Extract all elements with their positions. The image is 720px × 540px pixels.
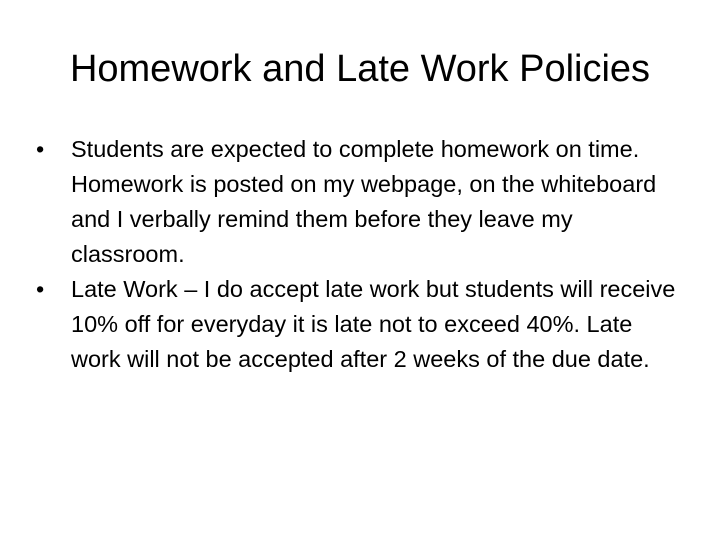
bullet-item-homework — [36, 132, 682, 272]
bullet-text: Students are expected to complete homework on time. Homework is posted on my webpage, on the whiteboard and I verbally remind them before they leave my classroom. — [71, 136, 657, 267]
bullet-icon: • — [36, 136, 45, 162]
bullet-list — [36, 132, 682, 377]
bullet-item-late-work — [36, 272, 682, 377]
bullet-text: Late Work – I do accept late work but students will receive 10% off for everyday it is late not to exceed 40%. Late work will not be accepted after 2 weeks of the due date. — [71, 276, 676, 372]
slide-title: Homework and Late Work Policies — [69, 48, 651, 90]
bullet-icon: • — [36, 276, 45, 302]
